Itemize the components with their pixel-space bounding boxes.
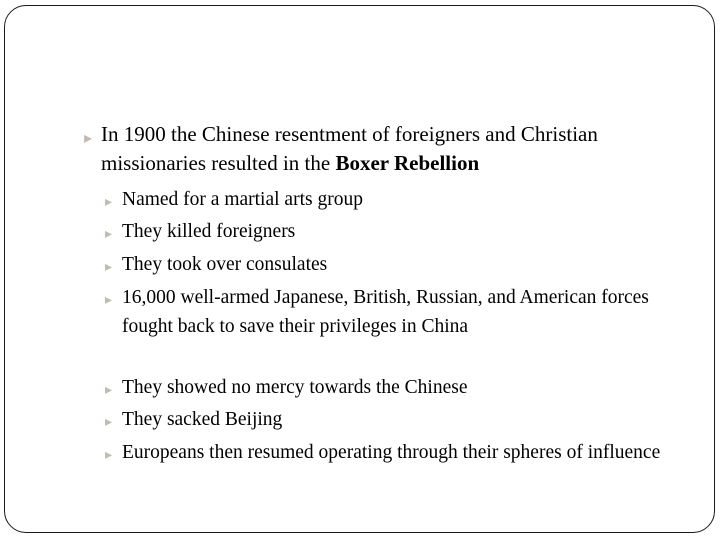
bullet-arrow-icon xyxy=(105,376,112,405)
bullet-spheres-of-influence xyxy=(122,438,682,467)
bullet-text: 16,000 well-armed Japanese, British, Russian, and American forces fought back to save their privileges in China xyxy=(122,287,649,337)
bullet-arrow-icon xyxy=(84,124,92,153)
bullet-text: They showed no mercy towards the Chinese xyxy=(122,377,468,398)
bullet-arrow-icon xyxy=(105,441,112,470)
bullet-text xyxy=(101,120,691,178)
bullet-arrow-icon xyxy=(105,188,112,217)
bullet-killed-foreigners xyxy=(122,217,682,246)
bullet-arrow-icon xyxy=(105,286,112,315)
bullet-arrow-icon xyxy=(105,220,112,249)
bullet-no-mercy xyxy=(122,373,682,402)
bullet-text: They sacked Beijing xyxy=(122,409,283,430)
bullet-text-plain: In 1900 the Chinese resentment of foreigners and Christian missionaries resulted in the xyxy=(101,122,598,175)
bullet-consulates xyxy=(122,250,682,279)
bullet-martial-arts xyxy=(122,185,682,214)
bullet-arrow-icon xyxy=(105,253,112,282)
bullet-text: They took over consulates xyxy=(122,254,328,275)
bullet-sacked-beijing xyxy=(122,405,682,434)
bullet-text-bold: Boxer Rebellion xyxy=(335,151,480,175)
bullet-foreign-forces xyxy=(122,283,682,341)
bullet-arrow-icon xyxy=(105,408,112,437)
bullet-boxer-rebellion xyxy=(101,120,691,178)
bullet-text: They killed foreigners xyxy=(122,221,296,242)
bullet-text: Named for a martial arts group xyxy=(122,189,363,210)
bullet-text: Europeans then resumed operating through their spheres of influence xyxy=(122,442,661,463)
